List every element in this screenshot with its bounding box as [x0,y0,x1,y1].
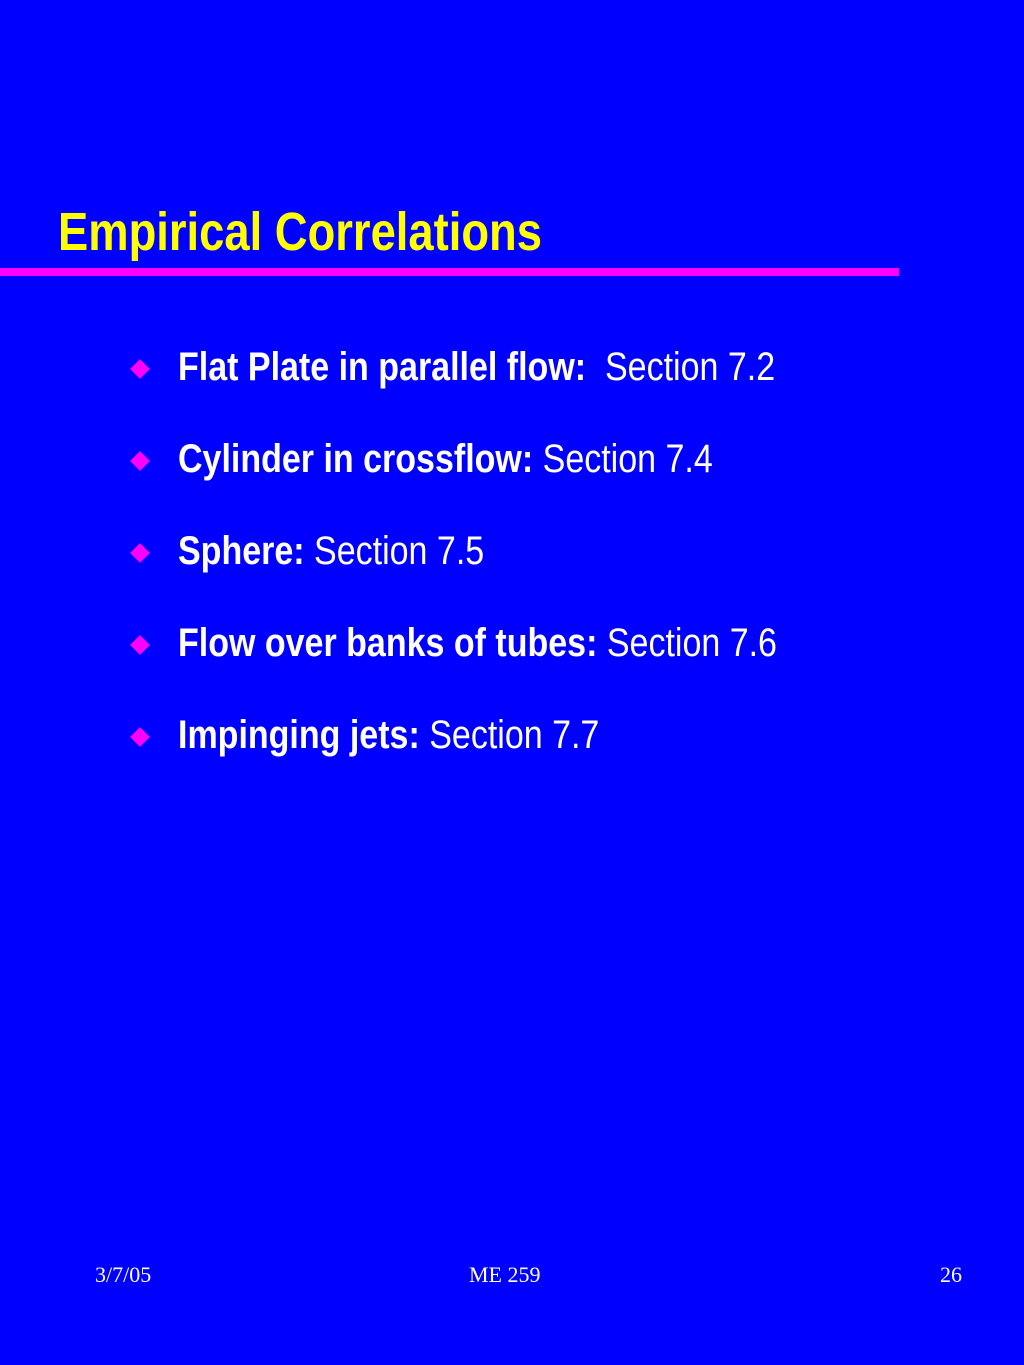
bullet-label: Cylinder in crossflow: [178,437,534,481]
bullet-section-ref: Section 7.4 [542,437,713,481]
list-item [128,432,883,524]
footer-date: 3/7/05 [95,1262,152,1287]
diamond-bullet-icon [130,727,150,747]
list-item [128,708,883,800]
diamond-bullet-icon [130,543,150,563]
diamond-bullet-icon [130,359,150,379]
bullet-label: Sphere: [178,529,305,573]
diamond-bullet-icon [130,635,150,655]
bullet-label: Impinging jets: [178,713,420,757]
diamond-bullet-icon [130,451,150,471]
footer-course: ME 259 [469,1262,541,1287]
list-item [128,524,883,616]
list-item [128,616,883,708]
slide-title: Empirical Correlations [58,202,542,262]
footer-page-number: 26 [940,1262,962,1287]
bullet-section-ref: Section 7.2 [604,345,776,389]
bullet-label: Flow over banks of tubes: [178,621,598,665]
bullet-section-ref: Section 7.5 [314,529,485,573]
bullet-label: Flat Plate in parallel flow: [178,345,587,389]
bullet-section-ref: Section 7.7 [429,713,600,757]
list-item [128,340,883,432]
title-underline [0,268,899,276]
bullet-section-ref: Section 7.6 [606,621,777,665]
bullet-list [128,340,883,800]
